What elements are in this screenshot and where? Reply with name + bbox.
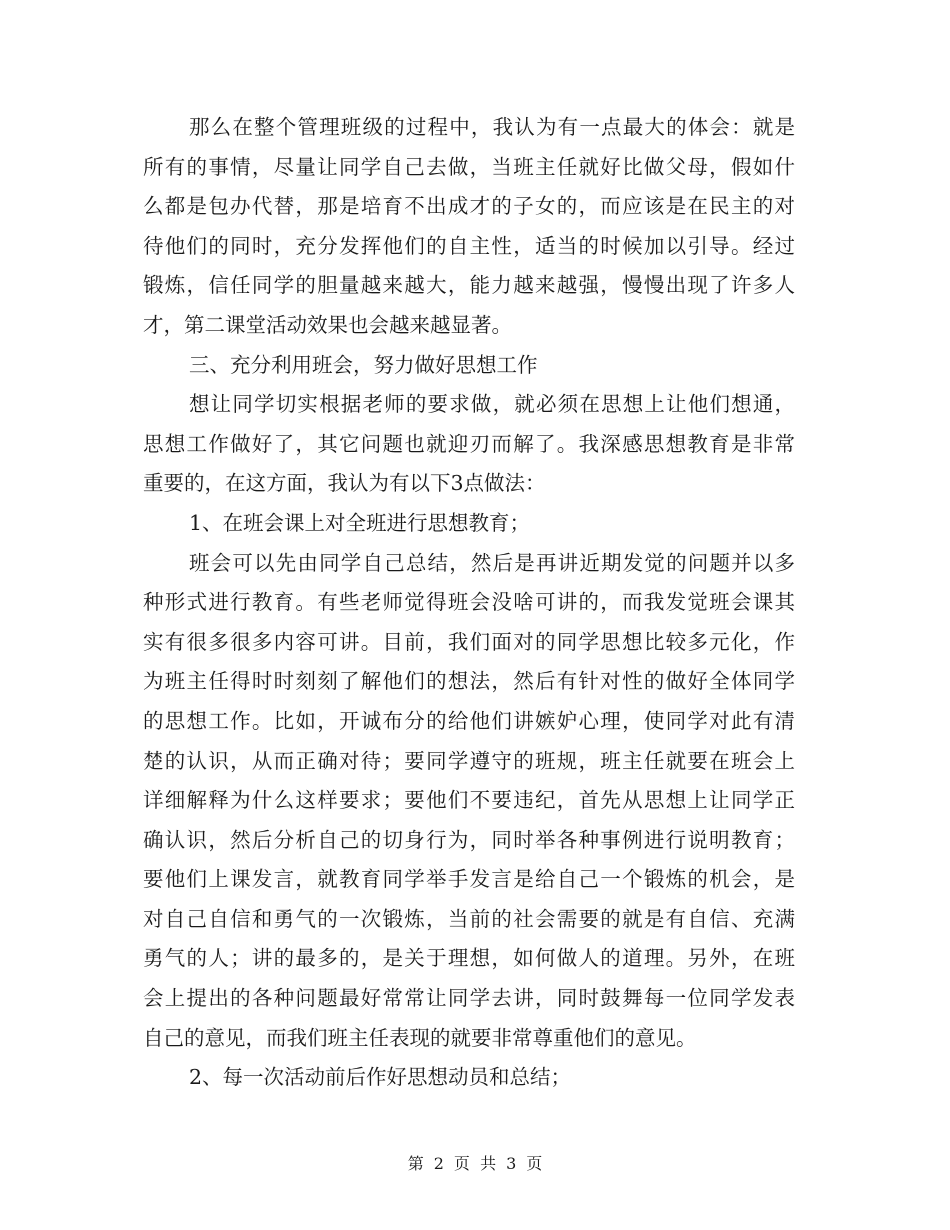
subsection-heading: 2、每一次活动前后作好思想动员和总结； (189, 1065, 572, 1090)
paragraph-line: 所有的事情，尽量让同学自己去做，当班主任就好比做父母，假如什 (143, 154, 795, 179)
current-page-number: 2 (433, 1154, 444, 1173)
paragraph-line: 为班主任得时时刻刻了解他们的想法，然后有针对性的做好全体同学 (143, 669, 795, 694)
paragraph-line: 么都是包办代替，那是培育不出成才的子女的，而应该是在民主的对 (143, 194, 795, 219)
paragraph-line: 重要的，在这方面，我认为有以下3点做法： (143, 471, 546, 496)
subsection-heading: 1、在班会课上对全班进行思想教育； (189, 510, 531, 535)
paragraph-line: 班会可以先由同学自己总结，然后是再讲近期发觉的问题并以多 (189, 550, 795, 575)
paragraph-line: 待他们的同时，充分发挥他们的自主性，适当的时候加以引导。经过 (143, 233, 795, 258)
paragraph-line: 锻炼，信任同学的胆量越来越大，能力越来越强，慢慢出现了许多人 (143, 273, 795, 298)
paragraph-line: 思想工作做好了，其它问题也就迎刃而解了。我深感思想教育是非常 (143, 431, 795, 456)
paragraph-line: 自己的意见，而我们班主任表现的就要非常尊重他们的意见。 (143, 1025, 697, 1050)
paragraph-line: 想让同学切实根据老师的要求做，就必须在思想上让他们想通， (189, 392, 795, 417)
document-body (143, 108, 795, 1098)
paragraph-line: 才，第二课堂活动效果也会越来越显著。 (143, 312, 512, 337)
paragraph-line: 对自己自信和勇气的一次锻炼，当前的社会需要的就是有自信、充满 (143, 906, 795, 931)
page-label-prefix: 第 (407, 1154, 424, 1173)
paragraph-line: 要他们上课发言，就教育同学举手发言是给自己一个锻炼的机会，是 (143, 867, 795, 892)
total-page-count: 3 (506, 1154, 517, 1173)
paragraph-line: 那么在整个管理班级的过程中，我认为有一点最大的体会：就是 (189, 115, 795, 139)
paragraph-line: 勇气的人；讲的最多的，是关于理想，如何做人的道理。另外，在班 (143, 946, 795, 971)
paragraph-line: 的思想工作。比如，开诚布分的给他们讲嫉妒心理，使同学对此有清 (143, 708, 795, 733)
page-label-suffix: 页 (526, 1154, 543, 1173)
page-footer (0, 1154, 950, 1174)
paragraph-line: 种形式进行教育。有些老师觉得班会没啥可讲的，而我发觉班会课其 (143, 590, 795, 615)
section-heading: 三、充分利用班会，努力做好思想工作 (189, 352, 538, 377)
paragraph-line: 会上提出的各种问题最好常常让同学去讲，同时鼓舞每一位同学发表 (143, 986, 795, 1011)
paragraph-line: 楚的认识，从而正确对待；要同学遵守的班规，班主任就要在班会上 (143, 748, 795, 773)
page-label-mid: 页 共 (453, 1154, 497, 1173)
paragraph-line: 详细解释为什么这样要求；要他们不要违纪，首先从思想上让同学正 (143, 788, 795, 813)
paragraph-line: 确认识，然后分析自己的切身行为，同时举各种事例进行说明教育； (143, 827, 795, 852)
paragraph-line: 实有很多很多内容可讲。目前，我们面对的同学思想比较多元化，作 (143, 629, 795, 654)
